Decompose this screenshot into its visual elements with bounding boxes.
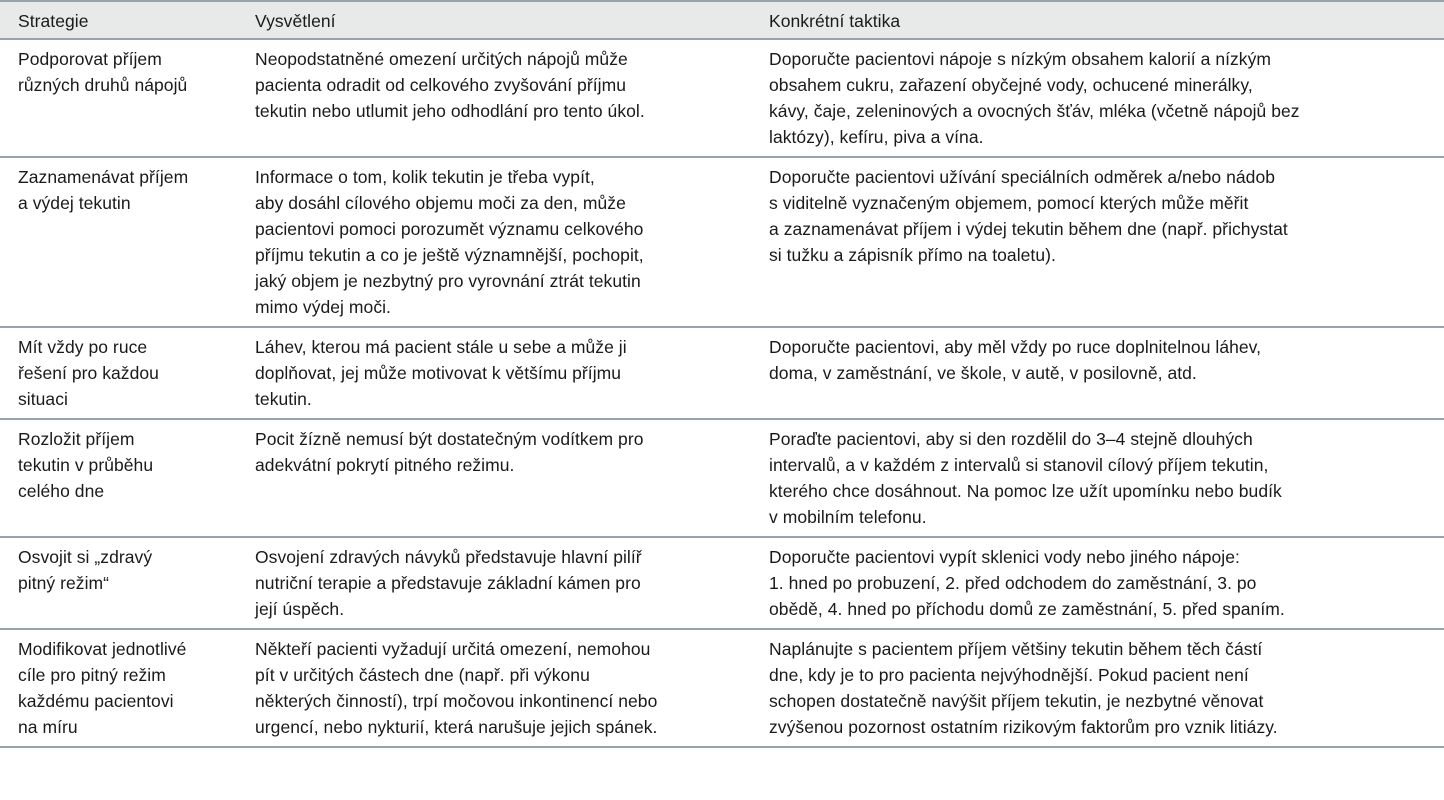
row-explanation: Osvojení zdravých návyků představuje hlavní pilíř nutriční terapie a představuje základní kámen pro její úspěch. (255, 547, 642, 619)
row-explanation: Láhev, kterou má pacient stále u sebe a může ji doplňovat, jej může motivovat k většímu příjmu tekutin. (255, 337, 627, 409)
table-row (0, 158, 1444, 328)
row-strategy: Osvojit si „zdravý pitný režim“ (18, 547, 153, 593)
row-tactic: Poraďte pacientovi, aby si den rozdělil do 3–4 stejně dlouhých intervalů, a v každém z intervalů si stanovil cílový příjem tekutin, kterého chce dosáhnout. Na pomoc lze užít upomínku nebo budík v mobilním telefonu. (769, 429, 1282, 527)
header-strategy: Strategie (18, 11, 89, 31)
row-tactic: Doporučte pacientovi nápoje s nízkým obsahem kalorií a nízkým obsahem cukru, zařazení obyčejné vody, ochucené minerálky, kávy, čaje, zeleninových a ovocných šťáv, mléka (včetně nápojů bez laktózy), kefíru, piva a vína. (769, 49, 1300, 147)
row-strategy: Zaznamenávat příjem a výdej tekutin (18, 167, 189, 213)
row-strategy: Rozložit příjem tekutin v průběhu celého dne (18, 429, 154, 501)
row-explanation: Informace o tom, kolik tekutin je třeba vypít, aby dosáhl cílového objemu moči za den, může pacientovi pomoci porozumět významu celkového příjmu tekutin a co je ještě významnější, pochopit, jaký objem je nezbytný pro vyrovnání ztrát tekutin mimo výdej moči. (255, 167, 644, 317)
table-row (0, 40, 1444, 158)
row-tactic: Doporučte pacientovi vypít sklenici vody nebo jiného nápoje: 1. hned po probuzení, 2. před odchodem do zaměstnání, 3. po obědě, 4. hned po příchodu domů ze zaměstnání, 5. před spaním. (769, 547, 1285, 619)
row-explanation: Někteří pacienti vyžadují určitá omezení, nemohou pít v určitých částech dne (např. při výkonu některých činností), trpí močovou inkontinencí nebo urgencí, nebo nykturií, která narušuje jejich spánek. (255, 639, 658, 737)
header-explanation: Vysvětlení (255, 11, 336, 31)
row-explanation: Pocit žízně nemusí být dostatečným vodítkem pro adekvátní pokrytí pitného režimu. (255, 429, 644, 475)
row-strategy: Mít vždy po ruce řešení pro každou situaci (18, 337, 159, 409)
table-header (0, 2, 1444, 40)
row-tactic: Doporučte pacientovi užívání speciálních odměrek a/nebo nádob s viditelně vyznačeným objemem, pomocí kterých může měřit a zaznamenávat příjem i výdej tekutin během dne (např. přichystat si tužku a zápisník přímo na toaletu). (769, 167, 1288, 265)
row-explanation: Neopodstatněné omezení určitých nápojů může pacienta odradit od celkového zvyšování příjmu tekutin nebo utlumit jeho odhodlání pro tento úkol. (255, 49, 645, 121)
row-tactic: Doporučte pacientovi, aby měl vždy po ruce doplnitelnou láhev, doma, v zaměstnání, ve škole, v autě, v posilovně, atd. (769, 337, 1262, 383)
table-row (0, 630, 1444, 748)
table-row (0, 538, 1444, 630)
row-strategy: Modifikovat jednotlivé cíle pro pitný režim každému pacientovi na míru (18, 639, 187, 737)
table-row (0, 328, 1444, 420)
row-tactic: Naplánujte s pacientem příjem většiny tekutin během těch částí dne, kdy je to pro pacienta nejvýhodnější. Pokud pacient není schopen dostatečně navýšit příjem tekutin, je nezbytné věnovat zvýšenou pozornost ostatním rizikovým faktorům pro vznik litiázy. (769, 639, 1278, 737)
row-strategy: Podporovat příjem různých druhů nápojů (18, 49, 188, 95)
header-tactic: Konkrétní taktika (769, 11, 901, 31)
table-row (0, 420, 1444, 538)
